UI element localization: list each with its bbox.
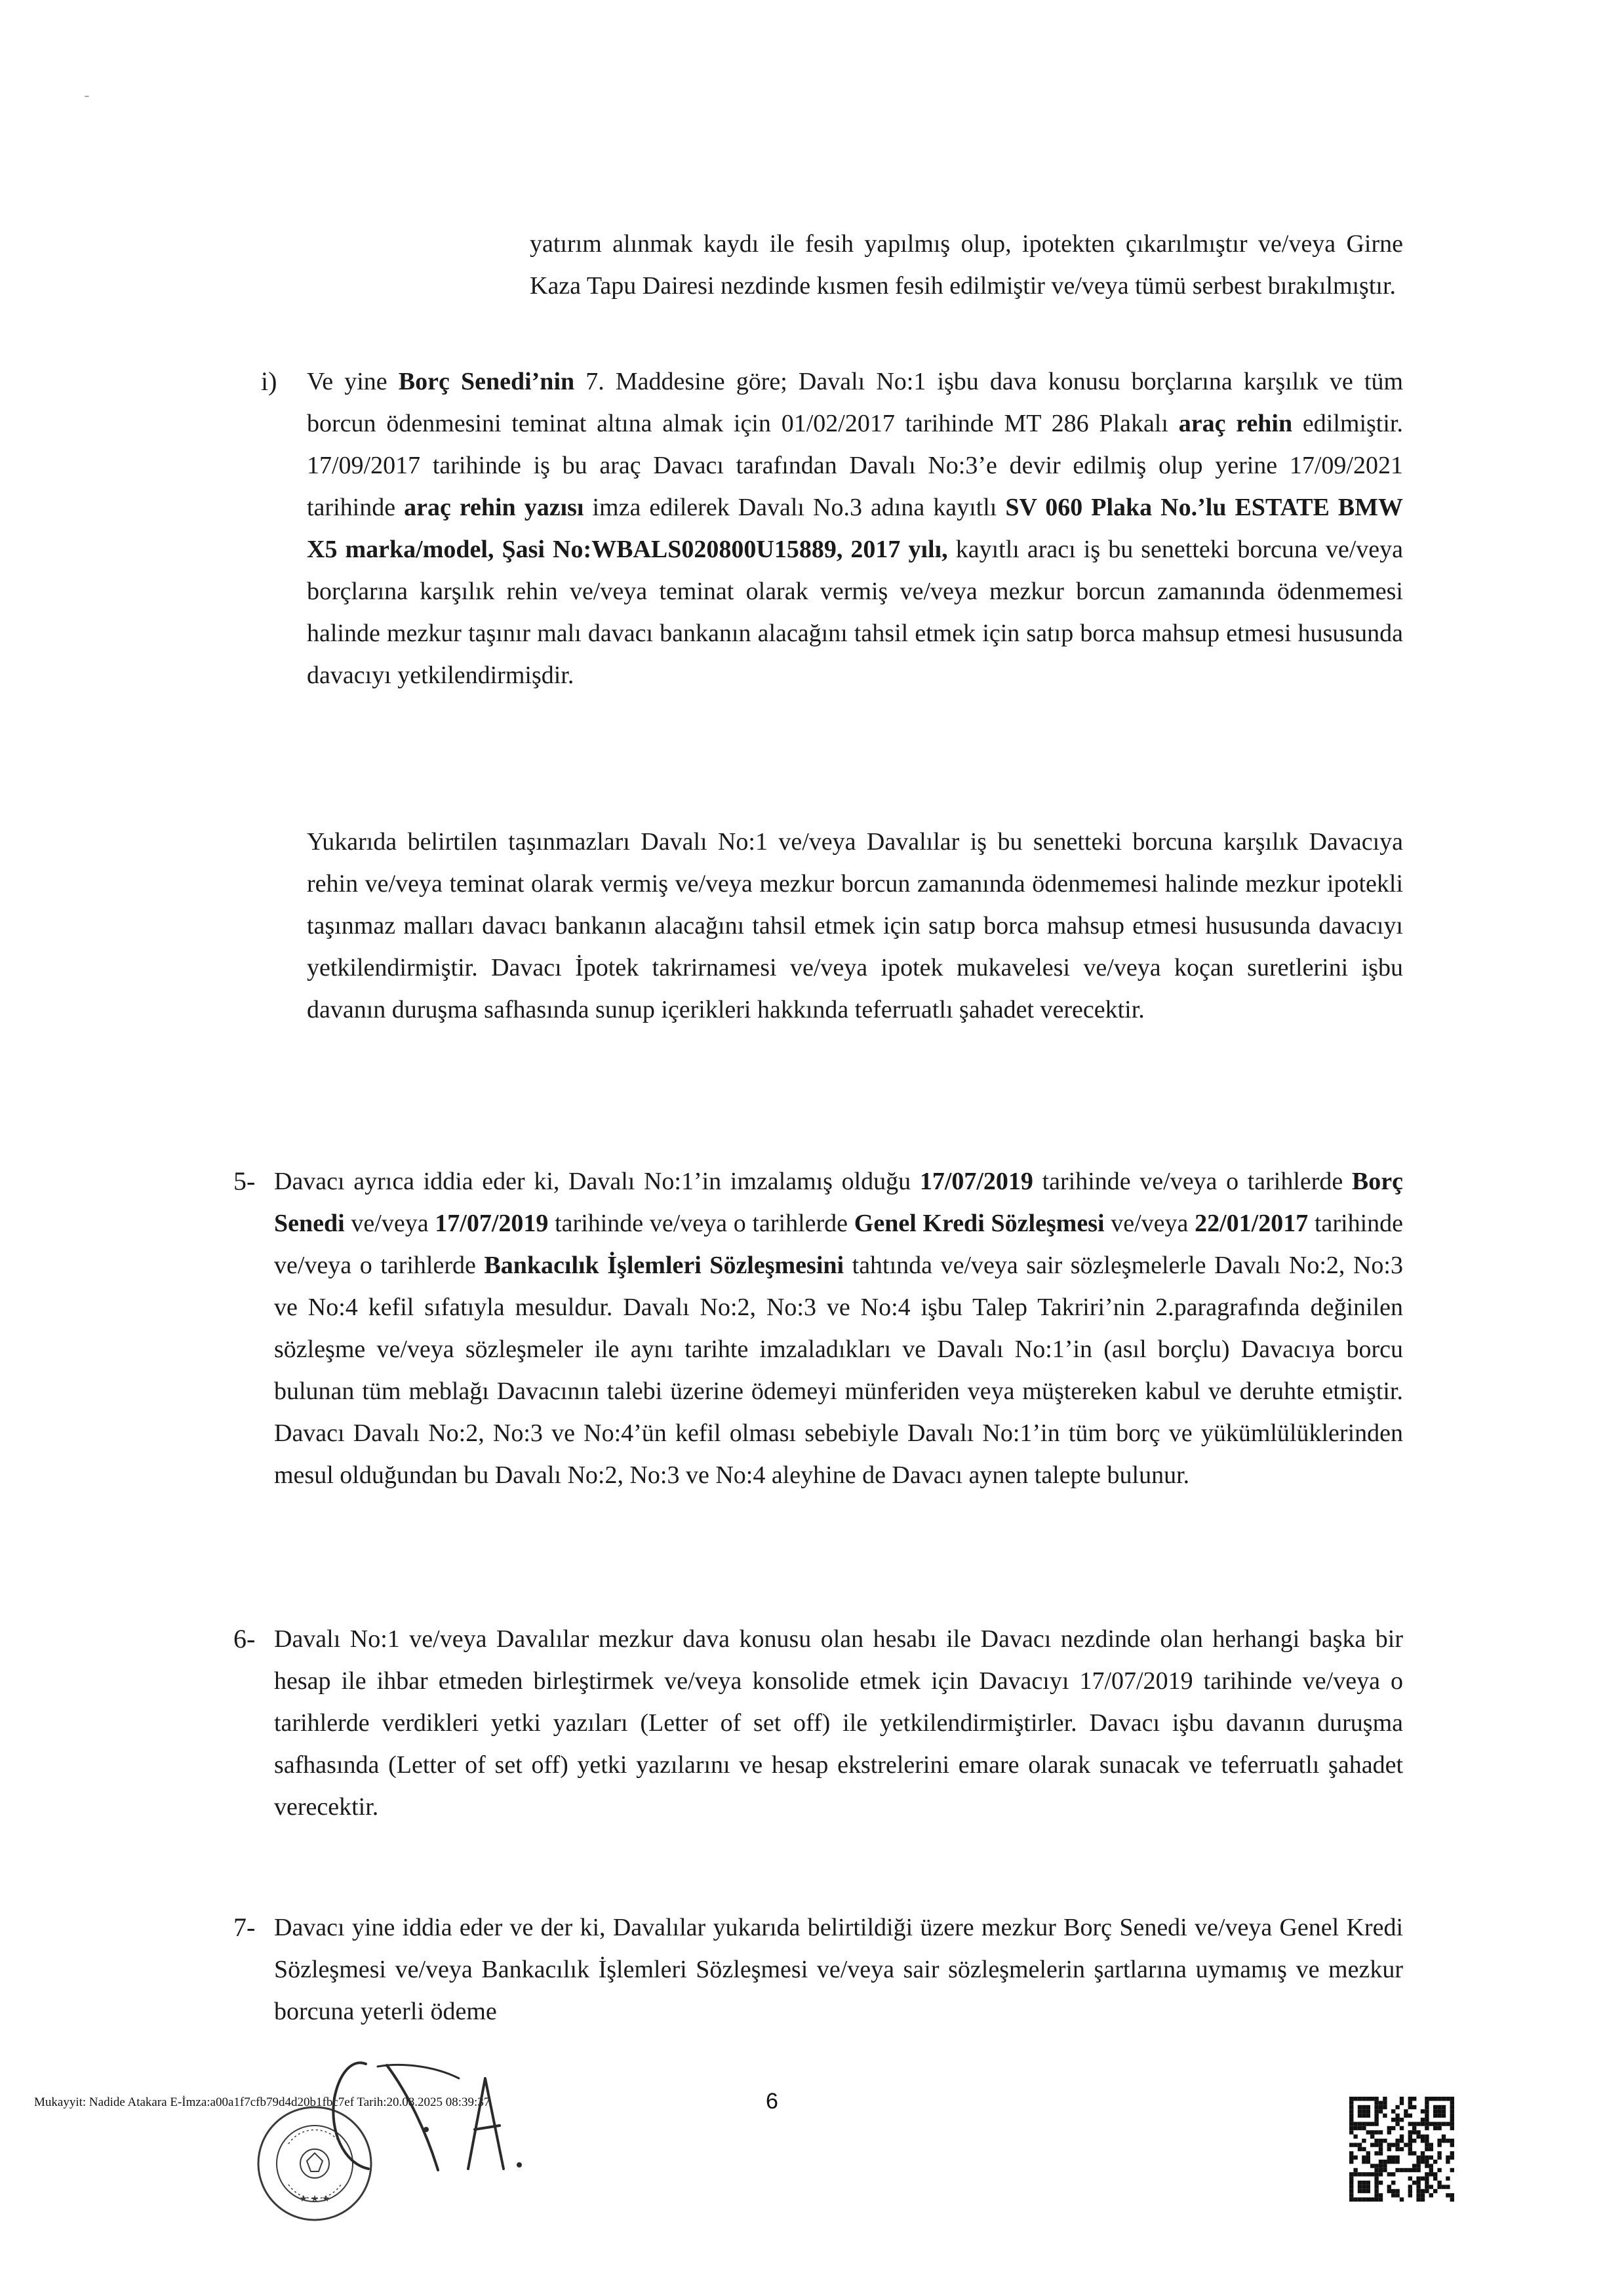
qr-code-icon — [1349, 2097, 1454, 2202]
item-5-label: 5- — [233, 1166, 256, 1196]
item-i-bold-2: araç rehin — [1178, 410, 1293, 437]
item-5-bold-1: 17/07/2019 — [919, 1168, 1033, 1195]
item-7-label: 7- — [233, 1912, 256, 1942]
item-5-bold-3: 17/07/2019 — [435, 1210, 549, 1237]
item-i-text-5: kayıtlı aracı iş bu senetteki borcuna ve/veya borçlarına karşılık rehin ve/veya teminat olarak vermiş ve/veya mezkur borcun zamanında ödenmemesi halinde mezkur taşınır malı davacı bankanın alacağını tahsil etmek için satıp borca mahsup etmesi hususunda davacıyı yetkilendirmişdir. — [307, 536, 1404, 689]
footer-mukayyit: Mukayyit: Nadide Atakara E-İmza:a00a1f7cfb79d4d20b1fbc7ef Tarih:20.08.2025 08:39:37 — [34, 2095, 490, 2109]
item-5-text — [274, 1160, 1403, 1496]
item-i-label: i) — [261, 366, 277, 396]
item-5-bold-6: Bankacılık İşlemleri Sözleşmesini — [484, 1252, 844, 1279]
item-i-paragraph — [307, 361, 1403, 696]
item-5-bold-2: Borç Senedi — [274, 1168, 1403, 1237]
item-7-paragraph — [274, 1907, 1403, 2032]
item-6-paragraph — [274, 1618, 1403, 1828]
item-6-label: 6- — [233, 1624, 256, 1653]
item-i-bold-1: Borç Senedi’nin — [398, 368, 575, 395]
paragraph-yukarida — [307, 821, 1403, 1031]
item-5-bold-5: 22/01/2017 — [1195, 1210, 1309, 1237]
item-5-paragraph — [274, 1160, 1403, 1496]
item-6-text: Davalı No:1 ve/veya Davalılar mezkur dava konusu olan hesabı ile Davacı nezdinde olan herhangi başka bir hesap ile ihbar etmeden birleştirmek ve/veya konsolide etmek için Davacıyı 17/07/2019 tarihinde ve/veya o tarihlerde verdikleri yetki yazıları (Letter of set off) ile yetkilendirmiştirler. Davacı işbu davanın duruşma safhasında (Letter of set off) yetki yazılarını ve hesap ekstrelerini emare olarak sunacak ve teferruatlı şahadet verecektir. — [274, 1625, 1403, 1821]
item-5-text-7: tahtında ve/veya sair sözleşmelerle Davalı No:2, No:3 ve No:4 kefil sıfatıyla mesuldur. Davalı No:2, No:3 ve No:4 işbu Talep Takriri’nin 2.paragrafında değinilen sözleşme ve/veya sözleşmeler ile aynı tarihte imzaladıkları ve Davalı No:1’in (asıl borçlu) Davacıya borcu bulunan tüm meblağı Davacının talebi üzerine ödemeyi münferiden veya müştereken kabul ve deruhte etmiştir. Davacı Davalı No:2, No:3 ve No:4’ün kefil olması sebebiyle Davalı No:1’in tüm borç ve yükümlülüklerinden mesul olduğundan bu Davalı No:2, No:3 ve No:4 aleyhine de Davacı aynen talepte bulunur. — [274, 1252, 1403, 1489]
paragraph-yukarida-text: Yukarıda belirtilen taşınmazları Davalı No:1 ve/veya Davalılar iş bu senetteki borcuna karşılık Davacıya rehin ve/veya teminat olarak vermiş ve/veya mezkur borcun zamanında ödenmemesi halinde mezkur ipotekli taşınmaz malları davacı bankanın alacağını tahsil etmek için satıp borca mahsup etmesi hususunda davacıyı yetkilendirmiştir. Davacı İpotek takrirnamesi ve/veya ipotek mukavelesi ve/veya koçan suretlerini işbu davanın duruşma safhasında sunup içerikleri hakkında teferruatlı şahadet verecektir. — [307, 828, 1403, 1023]
item-i-text — [307, 361, 1403, 696]
item-i-text-4: imza edilerek Davalı No.3 adına kayıtlı — [584, 494, 1006, 521]
item-i-text-1: Ve yine — [307, 368, 399, 395]
corner-mark: - — [84, 85, 90, 105]
item-5-text-4: tarihinde ve/veya o tarihlerde — [548, 1210, 854, 1237]
item-i-bold-4: SV 060 Plaka No.’lu ESTATE BMW X5 marka/model, Şasi No:WBALS020800U15889, 2017 yılı, — [307, 494, 1404, 563]
item-7-text: Davacı yine iddia eder ve der ki, Davalılar yukarıda belirtildiği üzere mezkur Borç Senedi ve/veya Genel Kredi Sözleşmesi ve/veya Bankacılık İşlemleri Sözleşmesi ve/veya sair sözleşmelerin şartlarına uymamış ve mezkur borcuna yeterli ödeme — [274, 1914, 1403, 2025]
item-i-text-2: 7. Maddesine göre; Davalı No:1 işbu dava konusu borçlarına karşılık ve tüm borcun ödenmesini teminat altına almak için 01/02/2017 tarihinde MT 286 Plakalı — [307, 368, 1404, 437]
page-number: 6 — [766, 2089, 778, 2114]
handwritten-initials — [328, 2052, 538, 2183]
item-i-text-3: edilmiştir. 17/09/2017 tarihinde iş bu araç Davacı tarafından Davalı No:3’e devir edilmiş olup yerine 17/09/2021 tarihinde — [307, 410, 1403, 521]
item-5-bold-4: Genel Kredi Sözleşmesi — [854, 1210, 1105, 1237]
item-5-text-6: tarihinde ve/veya o tarihlerde — [274, 1210, 1404, 1279]
item-5-text-5: ve/veya — [1104, 1210, 1195, 1237]
item-5-text-3: ve/veya — [344, 1210, 435, 1237]
item-5-text-1: Davacı ayrıca iddia eder ki, Davalı No:1’in imzalamış olduğu — [274, 1168, 920, 1195]
item-i-bold-3: araç rehin yazısı — [404, 494, 584, 521]
paragraph-continuation — [530, 223, 1403, 307]
item-5-text-2: tarihinde ve/veya o tarihlerde — [1033, 1168, 1352, 1195]
svg-text:★ ★ ★: ★ ★ ★ — [299, 2194, 330, 2204]
paragraph-continuation-text: yatırım alınmak kaydı ile fesih yapılmış olup, ipotekten çıkarılmıştır ve/veya Girne Kaza Tapu Dairesi nezdinde kısmen fesih edilmiştir ve/veya tümü serbest bırakılmıştır. — [530, 230, 1403, 300]
